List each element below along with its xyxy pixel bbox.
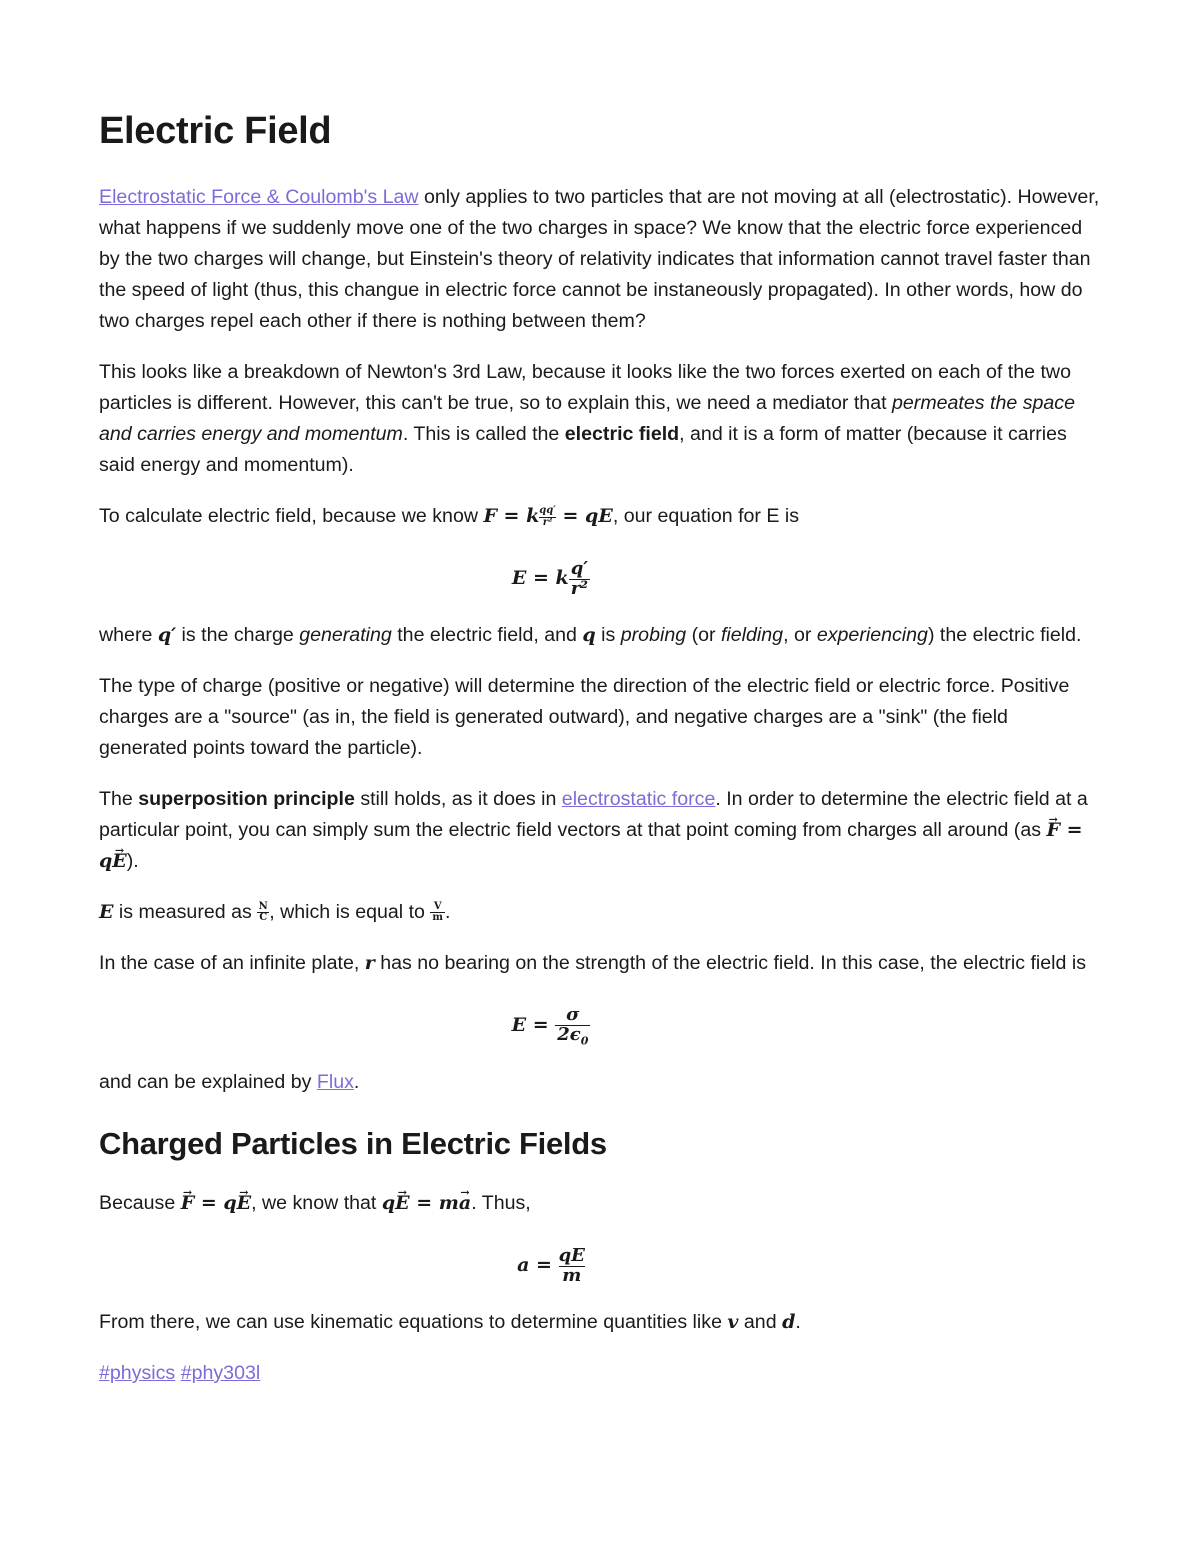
link-flux[interactable]: Flux <box>316 1071 354 1093</box>
text-run: . Thus, <box>471 1192 531 1214</box>
paragraph-calculate <box>99 501 1101 532</box>
fraction-v-per-m: $\frac{V}{m}$ <box>432 900 443 924</box>
intro-text: only applies to two particles that are not moving at all (electrostatic). However, what happens if we suddenly move one of the two charges in space? We know that the electric force experienced by the two charges will change, but Einstein's theory of relativity indicates that information cannot travel faster than the speed of light (thus, this changue in electric force cannot be instaneously propagated). In other words, how do two charges repel each other if there is nothing between them? <box>99 186 1100 332</box>
inline-equation-force: → F = q→ E <box>181 1192 251 1214</box>
text-run: , or <box>783 624 817 646</box>
text-run: The <box>99 788 139 810</box>
paragraph-where <box>99 620 1101 651</box>
text-run: . In order to determine the electric field at a particular point, you can simply sum the electric field vectors at that point coming from charges all around (as <box>99 788 1088 841</box>
fraction: $\frac{\sigma}{2\epsilon_0}$ <box>557 1004 589 1048</box>
paragraph-intro <box>99 182 1101 337</box>
emphasis-text: fielding <box>720 624 784 646</box>
emphasis-text: permeates the space and carries energy and momentum <box>99 392 1075 445</box>
text-run: is <box>595 624 621 646</box>
paragraph-flux <box>99 1067 1101 1098</box>
text-run: still holds, as it does in <box>354 788 562 810</box>
emphasis-text: experiencing <box>816 624 928 646</box>
text-run: . <box>445 901 451 923</box>
tag-physics[interactable]: #physics <box>99 1362 176 1384</box>
bold-text-superposition: superposition principle <box>138 788 355 810</box>
math-d: d <box>782 1311 796 1333</box>
math-q: q <box>582 624 596 646</box>
tag-phy303l[interactable]: #phy303l <box>180 1362 261 1384</box>
inline-equation-force: → F = q→ E <box>99 819 1083 872</box>
text-run: . This is called the <box>402 423 565 445</box>
math-e: E <box>99 901 114 923</box>
math-r: r <box>364 952 375 974</box>
text-run: From there, we can use kinematic equations to determine quantities like <box>99 1311 728 1333</box>
paragraph-newton <box>99 357 1101 481</box>
text-run: Because <box>99 1192 181 1214</box>
page-title: Electric Field <box>99 110 332 152</box>
paragraph-kinematics <box>99 1307 1101 1338</box>
text-run: has no bearing on the strength of the electric field. In this case, the electric field is <box>374 952 1087 974</box>
link-coulombs-law[interactable]: Electrostatic Force & Coulomb's Law <box>99 186 419 208</box>
note-page <box>99 108 1101 1389</box>
math-v: v <box>727 1311 739 1333</box>
fraction: $\frac{q'}{\text{r²}}$ <box>570 558 589 600</box>
fraction-n-per-c: $\frac{N}{C}$ <box>258 900 268 924</box>
text-run: (or <box>686 624 721 646</box>
paragraph-superposition <box>99 784 1101 877</box>
inline-equation-newton: q→ E = m→ a <box>382 1192 471 1214</box>
text-run: the electric field, and <box>391 624 583 646</box>
math-q-prime: q′ <box>157 624 177 646</box>
text-run: , our equation for E is <box>612 505 800 527</box>
text-run: This looks like a breakdown of Newton's 3rd Law, because it looks like the two forces exerted on each of the two particles is different. However, this can't be true, so to explain this, we need a mediator that <box>99 361 1071 414</box>
text-run: ) the electric field. <box>927 624 1082 646</box>
text-run: , we know that <box>251 1192 382 1214</box>
text-run: ). <box>126 850 139 872</box>
emphasis-text: generating <box>299 624 392 646</box>
display-equation-acceleration: a = $\frac{qE}{m}$ <box>517 1245 585 1287</box>
text-run: In the case of an infinite plate, <box>99 952 365 974</box>
display-equation-field: E = k $\frac{q'}{\text{r²}}$ <box>511 558 589 600</box>
inline-equation-coulomb: F = k $\frac{qq'}{\text{r²}}$ = qE <box>483 505 613 528</box>
emphasis-text: probing <box>620 624 687 646</box>
fraction: $\frac{qq'}{\text{r²}}$ <box>539 505 556 528</box>
paragraph-units <box>99 897 1101 928</box>
text-run: and can be explained by <box>99 1071 317 1093</box>
text-run: , and it is a form of matter (because it carries said energy and momentum). <box>99 423 1067 476</box>
text-run: is the charge <box>176 624 300 646</box>
text-run: . <box>353 1071 360 1093</box>
bold-text-electric-field: electric field <box>564 423 680 445</box>
display-equation-plate: E = $\frac{\sigma}{2\epsilon_0}$ <box>511 1004 589 1048</box>
text-run: , which is equal to <box>269 901 431 923</box>
link-electrostatic-force[interactable]: electrostatic force <box>561 788 716 810</box>
text-run: where <box>99 624 158 646</box>
paragraph-charge-type: The type of charge (positive or negative) will determine the direction of the electric field or electric force. Positive charges are a "source" (as in, the field is generated outward), and negative charges are a "sink" (the field generated points toward the particle). <box>99 675 1070 759</box>
text-run: and <box>738 1311 783 1333</box>
section-heading-charged-particles: Charged Particles in Electric Fields <box>99 1126 607 1161</box>
paragraph-because <box>99 1188 1101 1219</box>
tag-list <box>99 1358 1101 1389</box>
text-run: is measured as <box>113 901 258 923</box>
text-run: . <box>795 1311 801 1333</box>
fraction: $\frac{qE}{m}$ <box>558 1245 585 1287</box>
text-run: To calculate electric field, because we know <box>99 505 484 527</box>
paragraph-infinite-plate <box>99 948 1101 979</box>
